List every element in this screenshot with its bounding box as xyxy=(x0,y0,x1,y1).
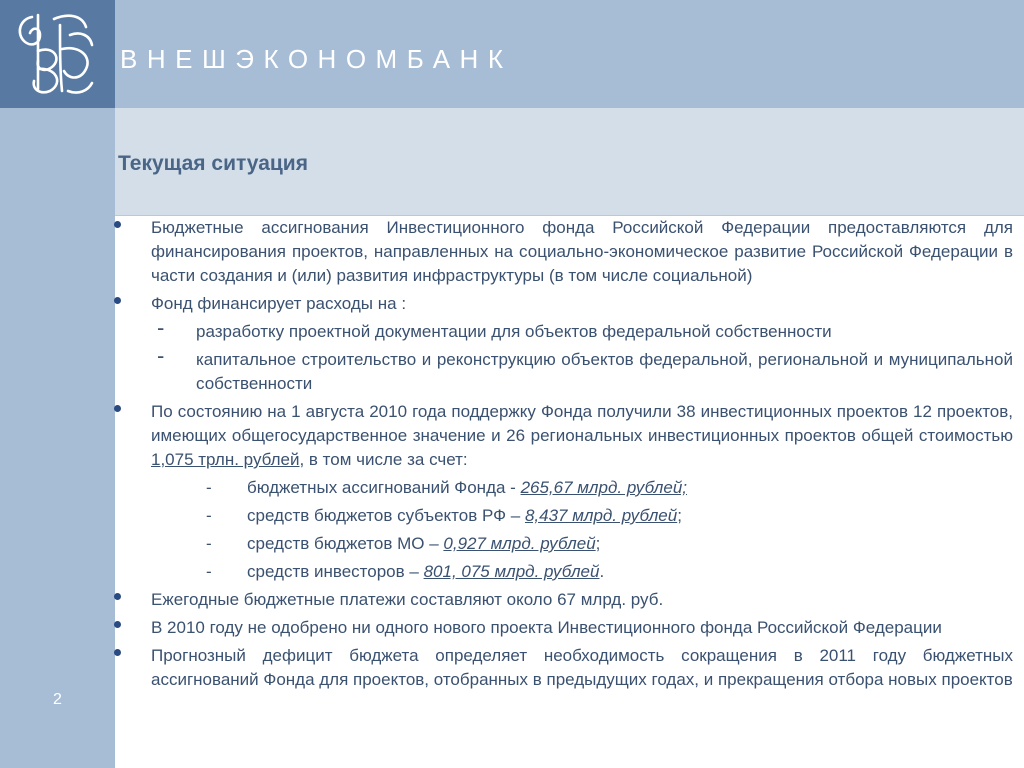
dash-marker: - xyxy=(206,562,212,581)
bullet-item xyxy=(151,400,1013,472)
slide-content xyxy=(0,216,1024,696)
funding-amount: 8,437 млрд. рублей xyxy=(524,506,678,525)
bank-name: ВНЕШЭКОНОМБАНК xyxy=(120,44,513,74)
funding-amount: 265,67 млрд. рублей; xyxy=(520,478,687,497)
sub-item xyxy=(157,315,1013,344)
dash-marker: - xyxy=(206,478,212,497)
bullet-item: В 2010 году не одобрено ни одного нового проекта Инвестиционного фонда Российской Федерации xyxy=(151,616,1013,640)
funding-label: средств бюджетов субъектов РФ – xyxy=(247,506,525,525)
bank-logo xyxy=(0,0,115,108)
funding-tail: ; xyxy=(595,534,601,553)
funding-amount: 801, 075 млрд. рублей xyxy=(423,562,600,581)
dash-marker: - xyxy=(157,343,165,368)
bullet-item: Ежегодные бюджетные платежи составляют около 67 млрд. руб. xyxy=(151,588,1013,612)
funding-label: бюджетных ассигнований Фонда - xyxy=(247,478,521,497)
dash-marker: - xyxy=(206,534,212,553)
slide-title: Текущая ситуация xyxy=(118,152,308,175)
bullet-item: Прогнозный дефицит бюджета определяет необходимость сокращения в 2011 году бюджетных ассигнований Фонда для проектов, отобранных в предыдущих годах, и прекращения отбора новых проектов xyxy=(151,644,1013,692)
bullet-text: По состоянию на 1 августа 2010 года поддержку Фонда получили 38 инвестиционных проектов 12 проектов, имеющих общегосударственное значение и 26 региональных инвестиционных проектов общей стоимостью xyxy=(151,402,1013,445)
funding-item xyxy=(206,476,1013,500)
dash-marker: - xyxy=(157,315,165,340)
sub-item-text: разработку проектной документации для объектов федеральной собственности xyxy=(196,322,832,341)
funding-item xyxy=(206,532,1013,556)
sub-item-text: капитальное строительство и реконструкцию объектов федеральной, региональной и муниципальной собственности xyxy=(196,350,1013,393)
funding-label: средств инвесторов – xyxy=(247,562,424,581)
funding-item xyxy=(206,560,1013,584)
total-amount: 1,075 трлн. рублей xyxy=(151,450,300,469)
veb-logo-icon xyxy=(10,5,102,101)
funding-item xyxy=(206,504,1013,528)
funding-amount: 0,927 млрд. рублей xyxy=(443,534,596,553)
funding-tail: . xyxy=(599,562,605,581)
funding-label: средств бюджетов МО – xyxy=(247,534,444,553)
bullet-item: Бюджетные ассигнования Инвестиционного фонда Российской Федерации предоставляются для финансирования проектов, направленных на социально-экономическое развитие Российской Федерации в части создания и (или) развития инфраструктуры (в том числе социальной) xyxy=(151,216,1013,288)
bullet-item: Фонд финансирует расходы на : xyxy=(151,292,1013,316)
funding-tail: ; xyxy=(677,506,682,525)
sub-item xyxy=(157,343,1013,396)
bullet-text-tail: , в том числе за счет: xyxy=(299,450,468,469)
page-number: 2 xyxy=(53,691,62,708)
dash-marker: - xyxy=(206,506,212,525)
